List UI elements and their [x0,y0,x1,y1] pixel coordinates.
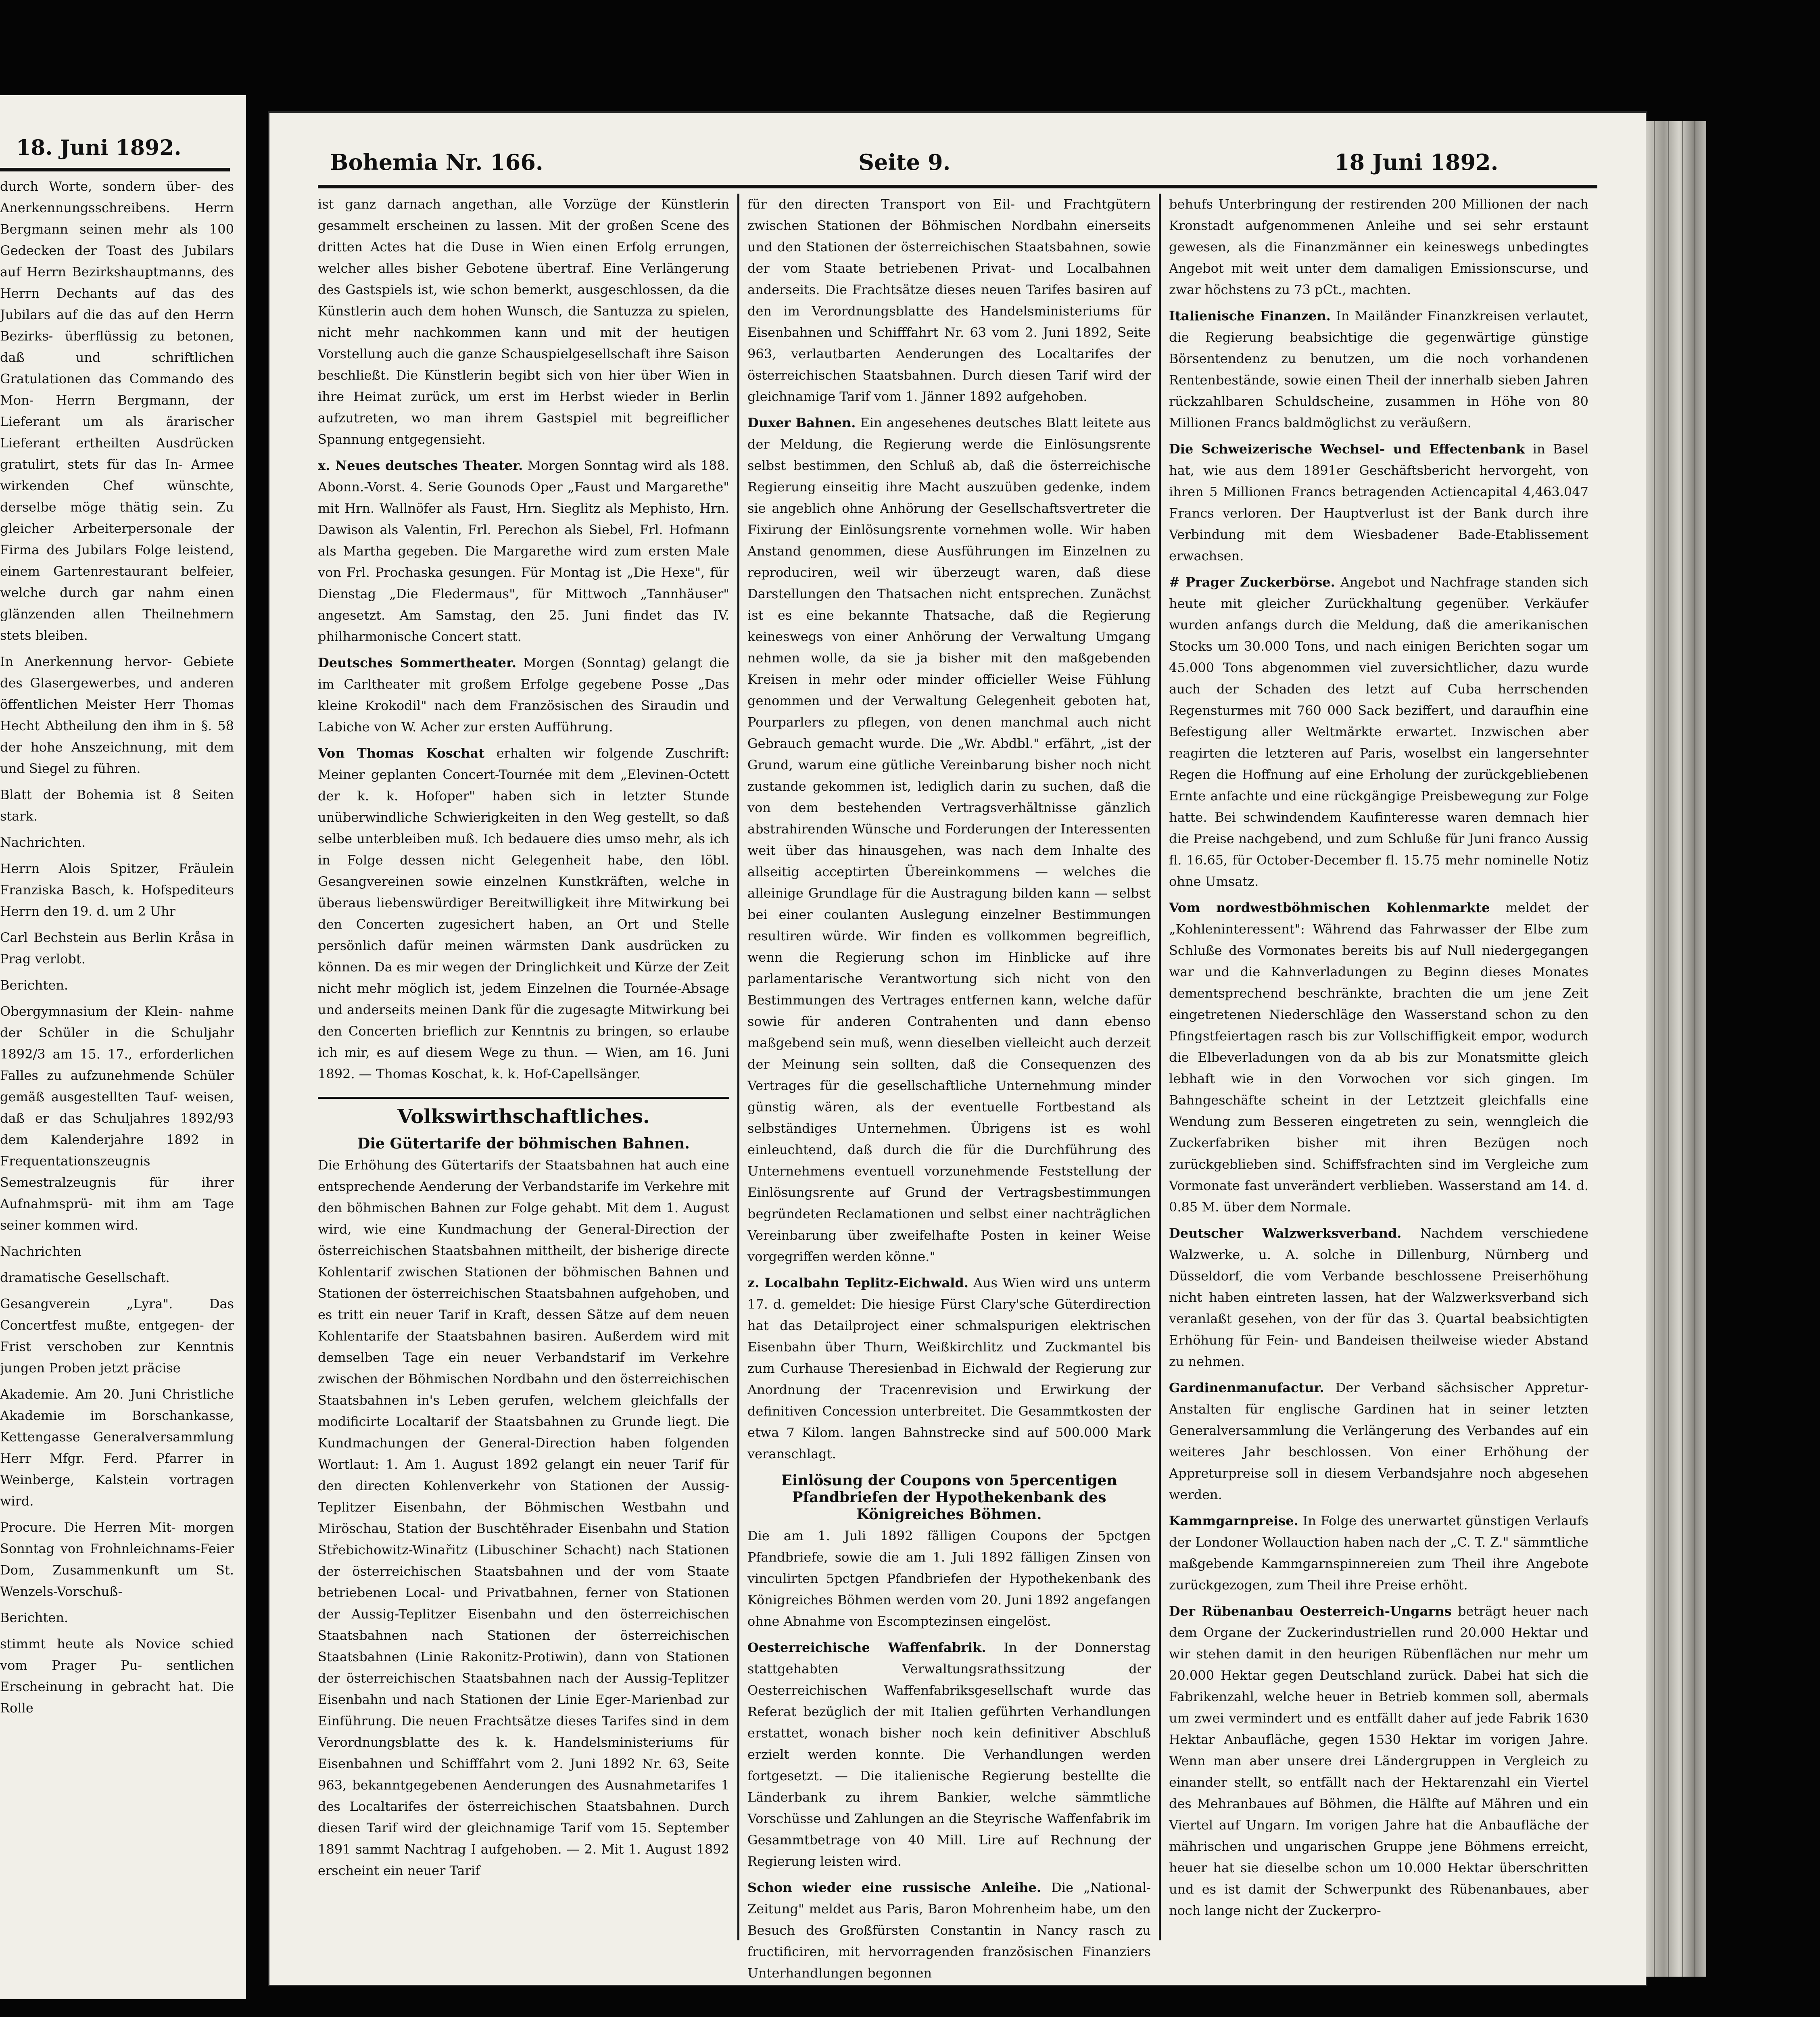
article-text: Morgen Sonntag wird als 188. Abonn.-Vorst. 4. Serie Gounods Oper „Faust und Margarethe" mit Hrn. Wallnöfer als Faust, Hrn. Sieglitz als Mephisto, Hrn. Dawison als Valentin, Frl. Perechon als Siebel, Frl. Hofmann als Martha gegeben. Die Margarethe wird zum ersten Male von Frl. Prochaska gesungen. Für Montag ist „Die Hexe", für Dienstag „Die Fledermaus", für Mittwoch „Tannhäuser" angesetzt. Am Samstag, den 25. Juni findet das IV. philharmonische Concert statt. [318,458,729,644]
left-paragraph-text: Berichten. [0,977,69,993]
article-text: Die „National-Zeitung" meldet aus Paris, Baron Mohrenheim habe, um den Besuch des Großfürsten Constantin in Nancy rasch zu fructificiren, mit hervorragenden französischen Finanziers Unterhandlungen begonnen [747,1880,1151,1981]
left-paragraph [0,1001,234,1236]
article-lead: z. Localbahn Teplitz-Eichwald. [747,1275,968,1290]
article-paragraph [1169,438,1588,567]
left-paragraph [0,651,234,779]
left-paragraph [0,858,234,922]
article-text: Die Erhöhung des Gütertarifs der Staatsbahnen hat auch eine entsprechende Aenderung der Verbandstarife im Verkehre mit den böhmischen Bahnen zur Folge gehabt. Mit dem 1. August wird, wie eine Kundmachung der General-Direction der österreichischen Staatsbahnen mittheilt, der bisherige directe Kohlentarif zwischen Stationen der böhmischen Bahnen und Stationen der österreichischen Staatsbahnen aufgehoben, und es tritt ein neuer Tarif in Kraft, dessen Sätze auf dem neuen Kohlentarife der Staatsbahnen basiren. Außerdem wird mit demselben Tage ein neuer Verbandstarif im Verkehre zwischen der Böhmischen Nordbahn und den österreichischen Staatsbahnen in's Leben gerufen, welchem gleichfalls der modificirte Localtarif der Staatsbahnen zu Grunde liegt. Die Kundmachungen der General-Direction haben folgenden Wortlaut: 1. Am 1. August 1892 gelangt ein neuer Tarif für den directen Kohlenverkehr von Stationen der Aussig-Teplitzer Eisenbahn, der Böhmischen Westbahn und Miröschau, Station der Buschtěhrader Eisenbahn und Station Střebichowitz-Winařitz (Libuschiner Schacht) nach Stationen der österreichischen Staatsbahnen und der vom Staate betriebenen Local- und Privatbahnen, ferner von Stationen der Aussig-Teplitzer Eisenbahn und den österreichischen Staatsbahnen nach Stationen der österreichischen Staatsbahnen (Linie Rakonitz-Protiwin), dann von Stationen der österreichischen Staatsbahnen nach der Aussig-Teplitzer Eisenbahn und nach Stationen der Linie Eger-Marienbad zur Einführung. Die neuen Frachtsätze dieses Tarifes sind in dem Verordnungsblatte des k. k. Handelsministeriums für Eisenbahnen und Schifffahrt vom 2. Juni 1892 Nr. 63, Seite 963, bekanntgegebenen Aenderungen des Ausnahmetarifes 1 des Localtarifes der österreichischen Staatsbahnen. Durch diesen Tarif wird der gleichnamige Tarif vom 15. September 1891 sammt Nachtrag I aufgehoben. — 2. Mit 1. August 1892 erscheint ein neuer Tarif [318,1157,729,1878]
left-paragraph-text: stimmt heute als Novice schied vom Prager Pu- sentlichen Erscheinung in gebracht hat. Die Rolle [0,1636,234,1716]
article-paragraph [318,652,729,738]
left-paragraph-text: Berichten. [0,1610,69,1625]
article-paragraph [1169,194,1588,301]
article-lead: Italienische Finanzen. [1169,308,1331,324]
article-text: für den directen Transport von Eil- und Frachtgütern zwischen Stationen der Böhmischen Nordbahn einerseits und den Stationen der österreichischen Staatsbahnen, sowie der vom Staate betriebenen Privat- und Localbahnen anderseits. Die Frachtsätze dieses neuen Tarifes basiren auf den im Verordnungsblatte des Handelsministeriums für Eisenbahnen und Schifffahrt Nr. 63 vom 2. Juni 1892, Seite 963, verlautbarten Aenderungen des Localtarifes der österreichischen Staatsbahnen. Durch diesen Tarif wird der gleichnamige Tarif vom 1. Jänner 1892 aufgehoben. [747,196,1151,404]
article-text: Der Verband sächsischer Appretur-Anstalten für englische Gardinen hat in seiner letzten Generalversammlung die Verlängerung des Verbandes auf ein weiteres Jahr beschlossen. Von einer Erhöhung der Appreturpreise soll in diesem Verbandsjahre noch abgesehen werden. [1169,1380,1589,1502]
article-paragraph [1169,1601,1588,1921]
column-rule-2 [1159,194,1161,1940]
article-lead: Deutscher Walzwerksverband. [1169,1226,1402,1241]
left-paragraph [0,1517,234,1602]
left-paragraph-text: Procure. Die Herren Mit- morgen Sonntag von Frohnleichnams-Feier Dom, Zusammenkunft um St. Wenzels-Vorschuß- [0,1520,234,1599]
article-paragraph [1169,572,1588,892]
article-paragraph [1169,1377,1588,1505]
article-paragraph [747,1877,1151,1984]
article-lead: Von Thomas Koschat [318,745,485,761]
article-lead: Die Schweizerische Wechsel- und Effectenbank [1169,441,1525,457]
article-paragraph [747,194,1151,407]
article-text: In der Donnerstag stattgehabten Verwaltungsrathssitzung der Oesterreichischen Waffenfabriksgesellschaft wurde das Referat bezüglich der mit Italien geführten Verhandlungen erstattet, wonach bisher noch kein definitiver Abschluß erzielt werden konnte. Die Verhandlungen werden fortgesetzt. — Die italienische Regierung bestellte die Länderbank zu ihrem Bankier, welche sämmtliche Vorschüsse und Zahlungen an die Steyrische Waffenfabrik im Gesammtbetrage von 40 Mill. Lire auf Rechnung der Regierung leisten wird. [747,1640,1151,1869]
article-paragraph [747,1272,1151,1465]
column-2 [747,194,1151,1981]
article-text: In Folge des unerwartet günstigen Verlaufs der Londoner Wollauction haben nach der „C. T. Z." sämmtliche maßgebende Kammgarnspinnereien zum Theil ihre Angebote zurückgezogen, zum Theil ihre Preise erhöht. [1169,1513,1589,1593]
left-paragraph-text: Nachrichten. [0,835,86,850]
article-paragraph [747,1525,1151,1632]
left-page-date: 18. Juni 1892. [16,136,182,160]
article-lead: Gardinenmanufactur. [1169,1380,1324,1395]
article-paragraph [318,1155,729,1881]
left-paragraph [0,1293,234,1379]
article-paragraph [747,412,1151,1267]
article-text: erhalten wir folgende Zuschrift: Meiner geplanten Concert-Tournée mit dem „Elevinen-Octett der k. k. Hofoper" haben sich in letzter Stunde unüberwindliche Schwierigkeiten in den Weg gestellt, so daß selbe unterbleiben muß. Ich bedauere dies umso mehr, als ich in Folge dessen nicht Gelegenheit habe, den löbl. Gesangvereinen sowie einzelnen Kunstkräften, welche in überaus liebenswürdiger Bereitwilligkeit ihre Mitwirkung bei den Concerten zugesichert haben, an Ort und Stelle persönlich dafür meinen wärmsten Dank ausdrücken zu können. Da es mir wegen der Dringlichkeit und Kürze der Zeit nicht mehr möglich ist, jedem Einzelnen die Tournée-Absage und anderseits meinen Dank für die zugesagte Mitwirkung bei den Concerten brieflich zur Kenntnis zu bringen, so erlaube ich mir, es auf diesem Wege zu thun. — Wien, am 16. Juni 1892. — Thomas Koschat, k. k. Hof-Capellsänger. [318,745,730,1082]
newspaper-page [269,113,1646,1985]
left-paragraph [0,1267,234,1288]
article-paragraph [747,1637,1151,1872]
left-newspaper-page [0,95,246,1999]
article-text: In Mailänder Finanzkreisen verlautet, die Regierung beabsichtige die gegenwärtige günstige Börsentendenz zu benutzen, um die noch vorhandenen Rentenbestände, sowie einen Theil der innerhalb sieben Jahren rückzahlbaren Schuldscheine, zusammen in Höhe von 80 Millionen Francs baldmöglichst zu veräußern. [1169,308,1589,430]
article-lead: Duxer Bahnen. [747,415,856,430]
left-paragraph-text: dramatische Gesellschaft. [0,1270,170,1285]
article-paragraph [1169,1223,1588,1372]
section-heading: Volkswirthschaftliches. [318,1097,729,1128]
left-header-rule [0,168,230,171]
left-page-column [0,176,234,1967]
article-lead: Kammgarnpreise. [1169,1513,1298,1528]
article-lead: Vom nordwestböhmischen Kohlenmarkte [1169,900,1490,915]
column-rule-1 [737,194,739,1940]
left-paragraph-text: Nachrichten [0,1244,82,1259]
header-page-number: Seite 9. [858,149,951,175]
article-paragraph [318,455,729,647]
left-paragraph [0,1241,234,1262]
left-paragraph-text: In Anerkennung hervor- Gebiete des Glasergewerbes, und anderen öffentlichen Meister Herr Thomas Hecht Abtheilung den ihm in §. 58 der hohe Anszeichnung, mit dem und Siegel zu führen. [0,654,234,776]
left-paragraph [0,1607,234,1629]
article-lead: # Prager Zuckerbörse. [1169,574,1335,590]
article-headline: Die Gütertarife der böhmischen Bahnen. [357,1135,690,1152]
column-1 [318,194,729,1952]
article-paragraph [1169,897,1588,1218]
left-paragraph [0,832,234,853]
left-paragraph-text: Herrn Alois Spitzer, Fräulein Franziska Basch, k. Hofspediteurs Herrn den 19. d. um 2 Uhr [0,861,234,919]
article-lead: x. Neues deutsches Theater. [318,458,523,473]
article-text: in Basel hat, wie aus dem 1891er Geschäftsbericht hervorgeht, von ihren 5 Millionen Francs betragenden Actiencapital 4,463.047 Francs verloren. Der Hauptverlust ist der Bank durch ihre Verbindung mit dem Wiesbadener Bade-Etablissement erwachsen. [1169,441,1589,564]
book-page-edges [1646,121,1706,1977]
article-text: behufs Unterbringung der restirenden 200 Millionen der nach Kronstadt aufgenommenen Anleihe und sei sehr erstaunt gewesen, als die Finanzmänner ein keineswegs unbedingtes Angebot mit weit unter dem damaligen Emissionscurse, und zwar höchstens zu 73 pCt., machten. [1169,196,1588,297]
header-date: 18 Juni 1892. [1334,149,1499,175]
article-lead: Der Rübenanbau Oesterreich-Ungarns [1169,1604,1452,1619]
left-paragraph [0,1384,234,1512]
left-paragraph-text: Blatt der Bohemia ist 8 Seiten stark. [0,787,234,824]
article-lead: Schon wieder eine russische Anleihe. [747,1880,1041,1895]
article-headline: Einlösung der Coupons von 5percentigen Pfandbriefen der Hypothekenbank des Königreiches Böhmen. [781,1472,1117,1523]
left-paragraph [0,927,234,970]
article-paragraph [1169,1510,1588,1596]
article-text: Angebot und Nachfrage standen sich heute mit gleicher Zurückhaltung gegenüber. Verkäufer wurden anfangs durch die Meldung, daß die amerikanischen Stocks um 30.000 Tons, und nach einigen Berichten sogar um 45.000 Tons abgenommen viel zuversichtlicher, dazu wurde auch der Schaden des letzt auf Cuba herrschenden Regensturmes mit 760 000 Sack beziffert, und daraufhin eine Befestigung aller Weltmärkte erwartet. Inzwischen aber reagirten die letzteren auf Paris, woselbst ein langersehnter Regen die Hoffnung auf eine Erholung der zurückgebliebenen Ernte anfachte und eine rückgängige Preisbewegung zur Folge hatte. Bei schwindendem Kaufinteresse waren demnach hier die Preise nachgebend, und zum Schluße für Juni franco Aussig fl. 16.65, für October-December fl. 15.75 mehr nominelle Notiz ohne Umsatz. [1169,574,1589,889]
left-paragraph-text: Carl Bechstein aus Berlin Kråsa in Prag verlobt. [0,930,234,967]
article-text: Aus Wien wird uns unterm 17. d. gemeldet: Die hiesige Fürst Clary'sche Güterdirection hat das Detailproject einer schmalspurigen elektrischen Eisenbahn über Thurn, Weißkirchlitz und Zuckmantel bis zum Curhause Theresienbad in Eichwald der Regierung zur Anordnung der Tracenrevision und Erwirkung der definitiven Concession unterbreitet. Die Gesammtkosten der etwa 7 Kilom. langen Bahnstrecke sind auf 500.000 Mark veranschlagt. [747,1275,1151,1462]
column-3 [1169,194,1588,1952]
article-lead: Deutsches Sommertheater. [318,655,517,670]
article-text: Ein angesehenes deutsches Blatt leitete aus der Meldung, die Regierung werde die Einlösungsrente selbst bestimmen, den Schluß ab, daß die österreichische Regierung einseitig ihre Macht auszuüben gedenke, indem sie angeblich ohne Anhörung der Gesellschaftsvertreter die Fixirung der Einlösungsrente vornehmen wolle. Wir haben Anstand genommen, diese Ausführungen im Einzelnen zu reproduciren, weil wir überzeugt waren, daß diese Darstellungen den Thatsachen nicht entsprechen. Zunächst ist es eine bekannte Thatsache, daß die Regierung keineswegs von einer Anhörung der Verwaltung Umgang nehmen wolle, da sie ja bisher mit den maßgebenden Kreisen in mehr oder minder officieller Weise Fühlung genommen und der Verwaltung Gelegenheit geboten hat, Pourparlers zu pflegen, von denen manchmal auch nicht Gebrauch gemacht wurde. Die „Wr. Abdbl." erfährt, „ist der Grund, warum eine gütliche Vereinbarung bisher noch nicht zustande gekommen ist, lediglich darin zu suchen, daß die von dem bestehenden Vertragsverhältnisse gänzlich abstrahirenden Wünsche und Forderungen der Interessenten weit über das hinausgehen, was nach dem Inhalte des allseitig acceptirten Übereinkommens — welches die alleinige Grundlage für die Austragung bilden kann — selbst bei einer coulanten Auslegung einzelner Bestimmungen resultiren würde. Wir finden es vollkommen begreiflich, wenn die Regierung schon im Hinblicke auf ihre parlamentarische Verantwortung sich nicht von den Bestimmungen des Vertrages entfernen kann, welche dafür sowie für anderen Contrahenten und dann ebenso maßgebend sein muß, wenn dieselben vielleicht auch derzeit der Meinung sein sollten, daß die Consequenzen des Vertrages für die gesellschaftliche Unternehmung minder günstig wären, als der eventuelle Fortbestand als selbständiges Unternehmen. Übrigens ist es wohl einleuchtend, daß durch die für die Durchführung des Unternehmens eventuell vorzunehmende Feststellung der Einlösungsrente auf Grund der Vertragsbestimmungen begründeten Reclamationen und selbst einer nachträglichen Vereinbarung über zweifelhafte Posten in keiner Weise vorgegriffen werden könne." [747,415,1151,1264]
article-text: Die am 1. Juli 1892 fälligen Coupons der 5pctgen Pfandbriefe, sowie die am 1. Juli 1892 fälligen Zinsen von vinculirten 5pctgen Pfandbriefen der Hypothekenbank des Königreiches Böhmen werden vom 20. Juni 1892 angefangen ohne Abnahme von Escomptezinsen eingelöst. [747,1528,1151,1629]
left-paragraph-text: Obergymnasium der Klein- nahme der Schüler in die Schuljahr 1892/3 am 15. 17., erforderlichen Falles zu aufzunehmende Schüler gemäß ausgestellten Tauf- weisen, daß er das Schuljahres 1892/93 dem Kalenderjahre 1892 in Frequentationszeugnis Semestralzeugnis für ihrer Aufnahmsprü- mit ihm am Tage seiner kommen wird. [0,1004,234,1233]
article-paragraph [1169,305,1588,434]
article-text: ist ganz darnach angethan, alle Vorzüge der Künstlerin gesammelt erscheinen zu lassen. Mit der großen Scene des dritten Actes hat die Duse in Wien einen Erfolg errungen, welcher alles bisher Gebotene übertraf. Eine Verlängerung des Gastspiels ist, wie schon bemerkt, ausgeschlossen, da die Künstlerin auch dem hohen Wunsch, die Santuzza zu spielen, nicht mehr nachkommen kann und mit der heutigen Vorstellung auch die ganze Schauspielgesellschaft ihre Saison beschließt. Die Künstlerin begibt sich von hier über Wien in ihre Heimat zurück, um erst im Herbst wieder in Berlin aufzutreten, wo man ihrem Gastspiel mit begreiflicher Spannung entgegensieht. [318,196,729,447]
article-text: Morgen (Sonntag) gelangt die im Carltheater mit großem Erfolge gegebene Posse „Das kleine Krokodil" nach dem Französischen des Siraudin und Labiche von W. Acher zur ersten Aufführung. [318,655,730,735]
left-paragraph-text: durch Worte, sondern über- des Anerkennungsschreibens. Herrn Bergmann seinen mehr als 100 Gedecken der Toast des Jubilars auf Herrn Bezirkshauptmanns, des Herrn Dechants auf das des Jubilars auf die das auf den Herrn Bezirks- überflüssig zu betonen, daß und schriftlichen Gratulationen das Commando des Mon- Herrn Bergmann, der Lieferant um als ärarischer Lieferant ertheilten Ausdrücken gratulirt, stets für das In- Armee wirkenden Chef wünschte, derselbe möge thätig sein. Zu gleicher Arbeiterpersonale der Firma des Jubilars Folge leistend, einem Gartenrestaurant belfeier, welche durch gar nahm einen glänzenden allen Theilnehmern stets bleiben. [0,179,234,643]
left-paragraph [0,784,234,827]
article-paragraph [318,194,729,450]
left-paragraph [0,1633,234,1719]
left-paragraph-text: Akademie. Am 20. Juni Christliche Akademie im Borschankasse, Kettengasse Generalversammlung Herr Mfgr. Ferd. Pfarrer in Weinberge, Kalstein vortragen wird. [0,1386,234,1509]
header-title: Bohemia Nr. 166. [330,149,543,175]
article-paragraph [318,743,729,1085]
article-lead: Oesterreichische Waffenfabrik. [747,1640,986,1655]
left-paragraph [0,176,234,646]
header-rule [318,185,1597,188]
left-paragraph [0,975,234,996]
article-text: beträgt heuer nach dem Organe der Zuckerindustriellen rund 20.000 Hektar und wir stehen damit in den heurigen Rübenflächen nur mehr um 20.000 Hektar gegen Deutschland zurück. Dabei hat sich die Fabrikenzahl, welche heuer in Betrieb kommen soll, abermals um zwei vermindert und es entfällt daher auf jede Fabrik 1630 Hektar Anbaufläche, gegen 1530 Hektar im vorigen Jahre. Wenn man aber unsere drei Ländergruppen in Vergleich zu einander stellt, so entfällt nach der Hektarenzahl ein Viertel des Mehranbaues auf Böhmen, die Hälfte auf Mähren und ein Viertel auf Ungarn. Im vorigen Jahre hat die Anbaufläche der mährischen und ungarischen Gruppe jene Böhmens erreicht, heuer hat sie dieselbe schon um 10.000 Hektar überschritten und es ist damit der Schwerpunkt des Rübenanbaues, aber noch lange nicht der Zuckerpro- [1169,1604,1589,1918]
article-text: Nachdem verschiedene Walzwerke, u. A. solche in Dillenburg, Nürnberg und Düsseldorf, die vom Verbande beschlossene Preiserhöhung nicht haben eintreten lassen, hat der Walzwerksverband sich veranlaßt gesehen, von der für das 3. Quartal beabsichtigten Erhöhung für Fein- und Bandeisen theilweise wieder Abstand zu nehmen. [1169,1226,1589,1369]
left-paragraph-text: Gesangverein „Lyra". Das Concertfest mußte, entgegen- der Frist verschoben zur Kenntnis jungen Proben jetzt präcise [0,1296,234,1376]
article-text: meldet der „Kohleninteressent": Während das Fahrwasser der Elbe zum Schluße des Vormonates bereits bis auf Null niedergegangen war und die Kahnverladungen zu Beginn dieses Monates dementsprechend beschränkte, brachten die um jene Zeit eingetretenen Niederschläge den Wasserstand schon zu den Pfingstfeiertagen rasch bis zur Vollschiffigkeit empor, wodurch die Elbeverladungen von da ab bis zur Monatsmitte gleich lebhaft wie in den Vorwochen vor sich gingen. Im Bahngeschäfte scheint in der Letztzeit gleichfalls eine Wendung zum Besseren eingetreten zu sein, wenngleich die Zuckerfabriken bisher mit ihren Bezügen noch zurückgeblieben sind. Schiffsfrachten sind im Vergleiche zum Vormonate fast unverändert verblieben. Wasserstand am 14. d. 0.85 M. über dem Normale. [1169,900,1588,1215]
